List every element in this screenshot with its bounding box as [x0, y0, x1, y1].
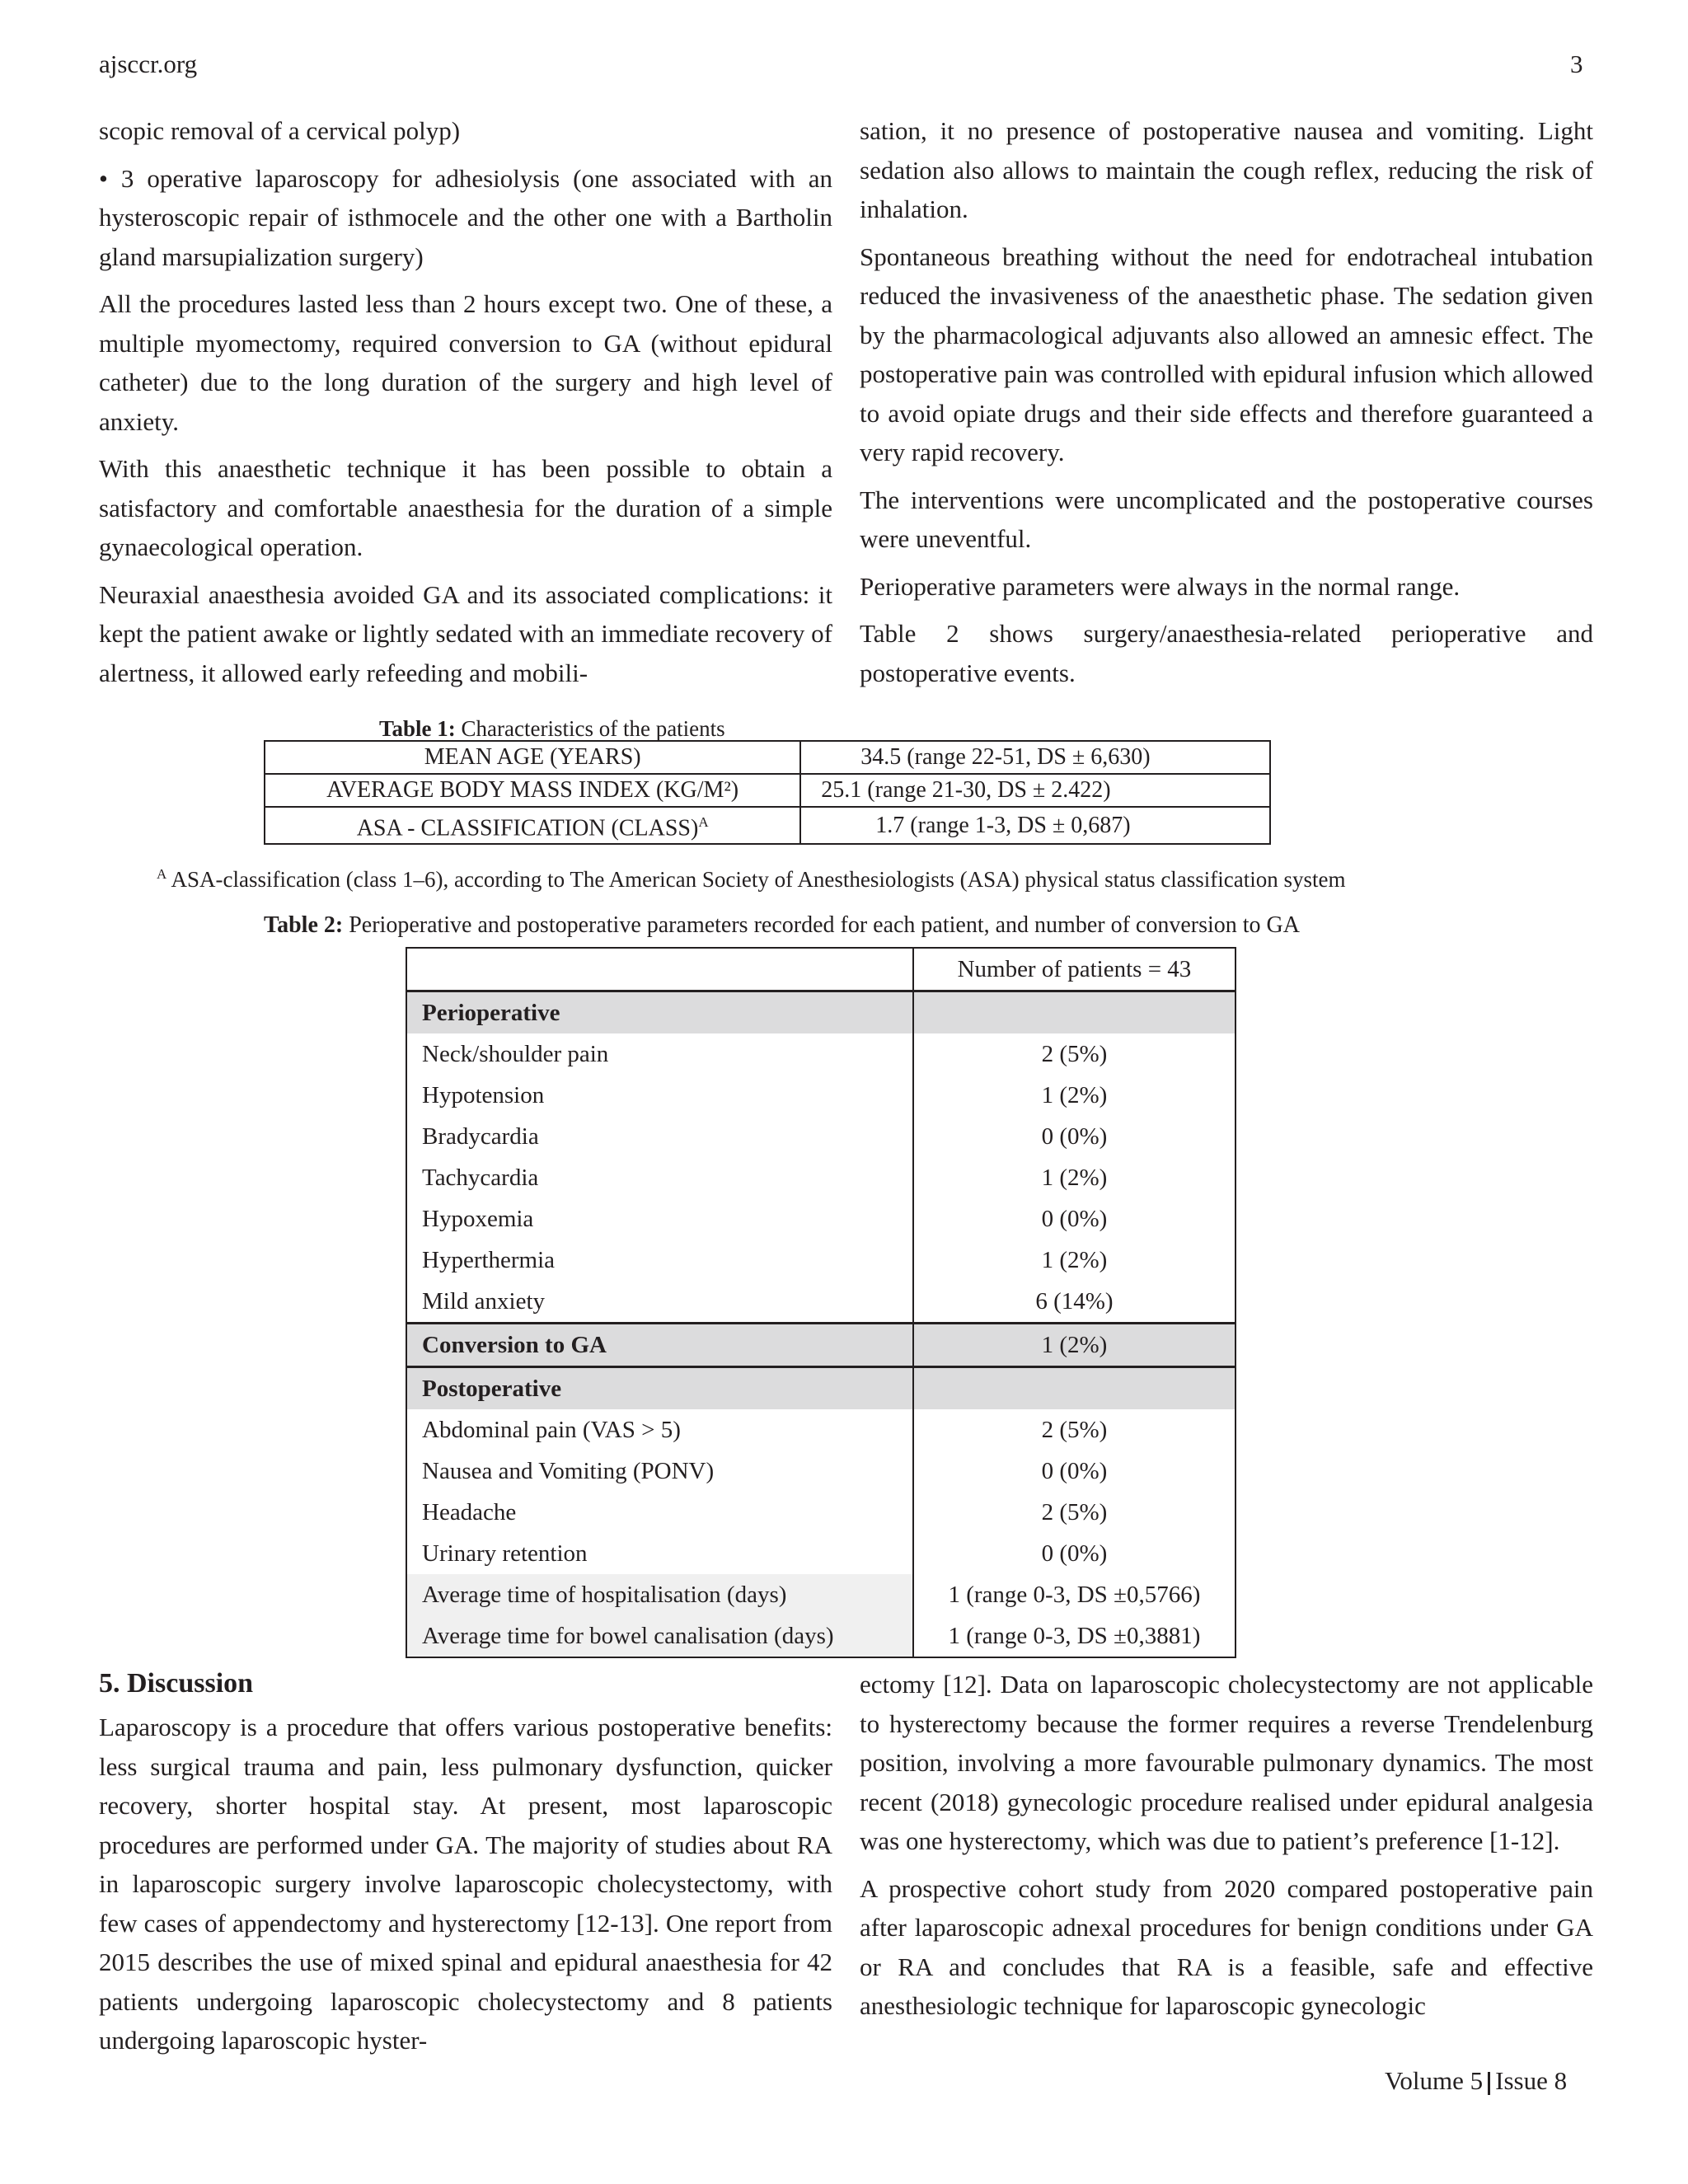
volume-label: Volume 5	[1385, 2066, 1484, 2095]
table1-footnote	[157, 861, 1346, 893]
table1-label: MEAN AGE (YEARS)	[265, 741, 800, 774]
row-value: 1 (range 0-3, DS ±0,3881)	[913, 1615, 1236, 1657]
row-value: 2 (5%)	[913, 1409, 1236, 1451]
table1-caption	[379, 715, 725, 742]
table1-value: 1.7 (range 1-3, DS ± 0,687)	[800, 807, 1270, 844]
table-row	[406, 1615, 1236, 1657]
table2-caption-label: Table 2:	[264, 912, 344, 938]
row-label: Bradycardia	[406, 1116, 913, 1157]
page-footer	[1385, 2066, 1567, 2096]
row-value: 0 (0%)	[913, 1198, 1236, 1240]
row-value: 1 (2%)	[913, 1157, 1236, 1198]
table1-label-cell	[265, 807, 800, 844]
table1-footnote-text: ASA-classification (class 1–6), according to The American Society of Anesthesiologists (ASA) physical status classification system	[166, 867, 1346, 892]
paragraph: sation, it no presence of postoperative nausea and vomiting. Light sedation also allows to maintain the cough reflex, reducing the risk of inhalation.	[860, 116, 1593, 223]
table-row	[406, 1240, 1236, 1281]
footer-divider	[1488, 2072, 1490, 2095]
table2-caption	[264, 912, 1300, 940]
table1-footnote-mark: A	[157, 866, 167, 882]
issue-label: Issue 8	[1495, 2066, 1568, 2095]
paragraph: Table 2 shows surgery/anaesthesia-related perioperative and postoperative events.	[860, 619, 1593, 687]
table-row	[406, 1075, 1236, 1116]
section-heading: 5. Discussion	[99, 1668, 254, 1699]
row-label: Hypotension	[406, 1075, 913, 1116]
table-row	[406, 1492, 1236, 1533]
row-value: 0 (0%)	[913, 1533, 1236, 1574]
row-label: Abdominal pain (VAS > 5)	[406, 1409, 913, 1451]
row-value: 2 (5%)	[913, 1492, 1236, 1533]
row-label: Headache	[406, 1492, 913, 1533]
paragraph: With this anaesthetic technique it has been possible to obtain a satisfactory and comfortable anaesthesia for the duration of a simple gynaecological operation.	[99, 454, 832, 561]
table-row	[265, 741, 1270, 774]
table-row	[406, 1157, 1236, 1198]
table-row	[406, 1451, 1236, 1492]
row-label: Mild anxiety	[406, 1281, 913, 1324]
table2	[406, 947, 1236, 1658]
section-title: Perioperative	[406, 991, 913, 1034]
row-value: 0 (0%)	[913, 1116, 1236, 1157]
paragraph: Laparoscopy is a procedure that offers various postoperative benefits: less surgical trauma and pain, less pulmonary dysfunction, quicker recovery, shorter hospital stay. At present, most laparoscopic procedures are performed under GA. The majority of studies about RA in laparoscopic surgery involve laparoscopic cholecystectomy, with few cases of appendectomy and hysterectomy [12-13]. One report from 2015 describes the use of mixed spinal and epidural anaesthesia for 42 patients undergoing laparoscopic cholecystectomy and 8 patients undergoing laparoscopic hyster-	[99, 1713, 832, 2055]
row-label: Nausea and Vomiting (PONV)	[406, 1451, 913, 1492]
table2-caption-text: Perioperative and postoperative parameters recorded for each patient, and number of conversion to GA	[343, 912, 1300, 938]
row-value: 1 (2%)	[913, 1324, 1236, 1367]
row-label: Average time for bowel canalisation (days)	[406, 1615, 913, 1657]
paragraph: All the procedures lasted less than 2 hours except two. One of these, a multiple myomectomy, required conversion to GA (without epidural catheter) due to the long duration of the surgery and high level of anxiety.	[99, 289, 832, 436]
table1-label: ASA - CLASSIFICATION (CLASS)	[356, 815, 699, 841]
table-row	[406, 1281, 1236, 1324]
paragraph: scopic removal of a cervical polyp)	[99, 116, 461, 145]
table-row	[406, 1533, 1236, 1574]
row-label: Urinary retention	[406, 1533, 913, 1574]
row-value: 1 (2%)	[913, 1075, 1236, 1116]
table-row	[406, 1574, 1236, 1615]
row-value: 1 (range 0-3, DS ±0,5766)	[913, 1574, 1236, 1615]
table-conversion-row	[406, 1324, 1236, 1367]
row-label: Average time of hospitalisation (days)	[406, 1574, 913, 1615]
section-title: Postoperative	[406, 1367, 913, 1410]
table2-header-blank	[406, 948, 913, 991]
table-header-row	[406, 948, 1236, 991]
row-label: Neck/shoulder pain	[406, 1033, 913, 1075]
row-value: 1 (2%)	[913, 1240, 1236, 1281]
row-value: 6 (14%)	[913, 1281, 1236, 1324]
table-row	[406, 1116, 1236, 1157]
row-label: Tachycardia	[406, 1157, 913, 1198]
paragraph: Neuraxial anaesthesia avoided GA and its associated complications: it kept the patient awake or lightly sedated with an immediate recovery of alertness, it allowed early refeeding and mobili-	[99, 579, 832, 687]
row-value: 2 (5%)	[913, 1033, 1236, 1075]
table-section-row	[406, 1367, 1236, 1410]
table-section-row	[406, 991, 1236, 1034]
table1-value: 25.1 (range 21-30, DS ± 2.422)	[800, 774, 1270, 807]
table-row	[406, 1198, 1236, 1240]
paragraph: Perioperative parameters were always in the normal range.	[860, 571, 1461, 601]
table-row	[406, 1033, 1236, 1075]
table1-label-sup: A	[698, 814, 709, 830]
paragraph: ectomy [12]. Data on laparoscopic cholecystectomy are not applicable to hysterectomy because the former requires a reverse Trendelenburg position, involving a more favourable pulmonary dynamics. The most recent (2018) gynecologic procedure realised under epidural analgesia was one hysterectomy, which was due to patient’s preference [1-12].	[860, 1670, 1593, 1855]
right-column	[860, 111, 1593, 701]
discussion-left-column	[99, 1665, 832, 2069]
table1-label: AVERAGE BODY MASS INDEX (KG/M²)	[265, 774, 800, 807]
table1-caption-label: Table 1:	[379, 716, 456, 741]
table1-value: 34.5 (range 22-51, DS ± 6,630)	[800, 741, 1270, 774]
row-label: Conversion to GA	[406, 1324, 913, 1367]
table2-header-value: Number of patients = 43	[913, 948, 1236, 991]
paragraph: The interventions were uncomplicated and the postoperative courses were uneventful.	[860, 485, 1593, 553]
paragraph: Spontaneous breathing without the need for endotracheal intubation reduced the invasiveness of the anaesthetic phase. The sedation given by the pharmacological adjuvants also allowed an amnesic effect. The postoperative pain was controlled with epidural infusion which allowed to avoid opiate drugs and their side effects and therefore guaranteed a very rapid recovery.	[860, 241, 1593, 466]
page-number: 3	[1570, 49, 1583, 78]
left-column	[99, 111, 832, 701]
journal-site: ajsccr.org	[99, 49, 198, 78]
discussion-right-column	[860, 1665, 1593, 2034]
row-label: Hypoxemia	[406, 1198, 913, 1240]
row-value: 0 (0%)	[913, 1451, 1236, 1492]
table1-caption-text: Characteristics of the patients	[455, 716, 725, 741]
table1	[264, 740, 1271, 845]
row-label: Hyperthermia	[406, 1240, 913, 1281]
table-row	[265, 807, 1270, 844]
paragraph: A prospective cohort study from 2020 compared postoperative pain after laparoscopic adnexal procedures for benign conditions under GA or RA and concludes that RA is a feasible, safe and effective anesthesiologic technique for laparoscopic gynecologic	[860, 1873, 1593, 2020]
table-row	[406, 1409, 1236, 1451]
table-row	[265, 774, 1270, 807]
paragraph: • 3 operative laparoscopy for adhesiolysis (one associated with an hysteroscopic repair of isthmocele and the other one with a Bartholin gland marsupialization surgery)	[99, 163, 832, 271]
